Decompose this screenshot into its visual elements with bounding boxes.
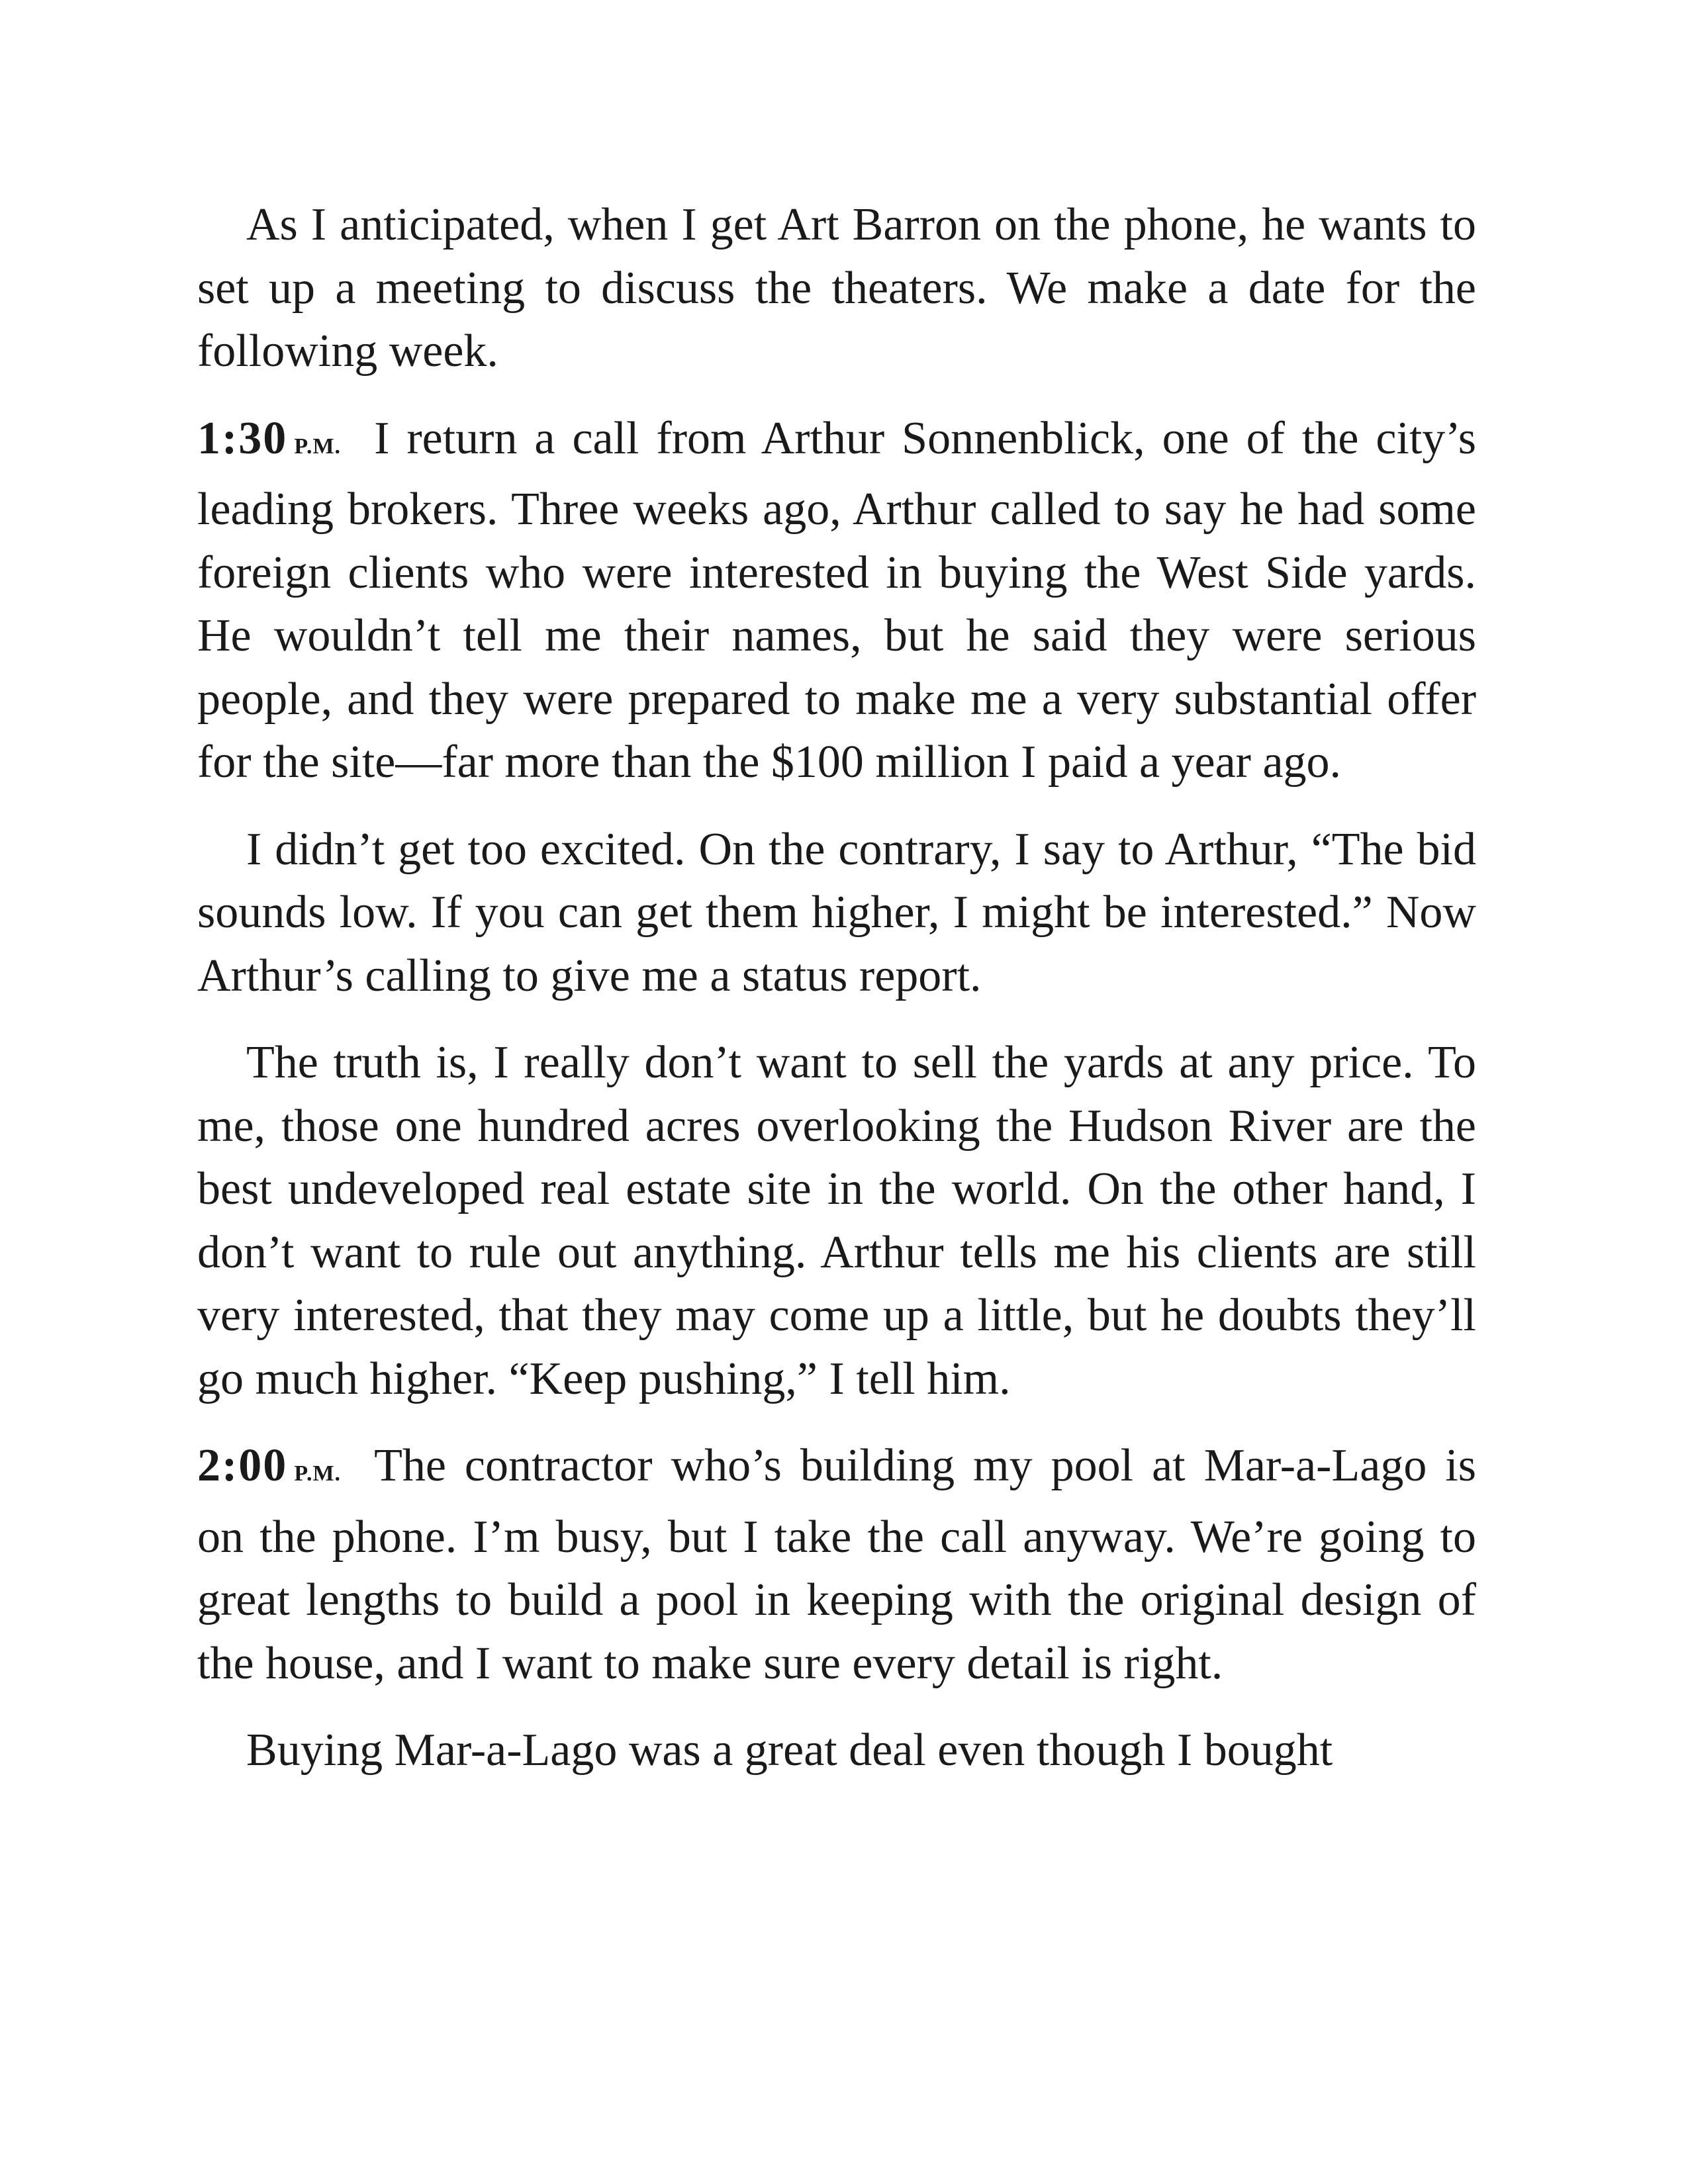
paragraph-truth-is	[197, 1031, 1476, 1410]
entry-ampm: P.M.	[294, 433, 342, 459]
paragraph-text: The truth is, I really don’t want to sell the yards at any price. To me, those one hundred acres overlooking the Hudson River are the best undeveloped real estate site in the world. On the other hand, I don’t want to rule out anything. Arthur tells me his clients are still very interested, that they may come up a little, but he doubts they’ll go much higher. “Keep pushing,” I tell him.	[197, 1037, 1476, 1404]
entry-time: 2:00	[197, 1440, 288, 1491]
entry-1-30-pm	[197, 407, 1476, 794]
entry-time: 1:30	[197, 412, 288, 464]
paragraph-text: Buying Mar-a-Lago was a great deal even though I bought	[246, 1725, 1333, 1776]
paragraph-art-barron	[197, 193, 1476, 383]
paragraph-text: As I anticipated, when I get Art Barron on the phone, he wants to set up a meeting to discuss the theaters. We make a date for the following week.	[197, 199, 1476, 377]
entry-2-00-pm	[197, 1434, 1476, 1695]
document-page	[197, 193, 1476, 1806]
paragraph-text: The contractor who’s building my pool at Mar-a-Lago is on the phone. I’m busy, but I take the call anyway. We’re going to great lengths to build a pool in keeping with the original design of the house, and I want to make sure every detail is right.	[197, 1440, 1476, 1689]
entry-ampm: P.M.	[294, 1461, 342, 1486]
paragraph-bid-sounds-low	[197, 818, 1476, 1008]
paragraph-text: I return a call from Arthur Sonnenblick, one of the city’s leading brokers. Three weeks ago, Arthur called to say he had some foreign clients who were interested in buying the West Side yards. He wouldn’t tell me their names, but he said they were serious people, and they were prepared to make me a very substantial offer for the site—far more than the $100 million I paid a year ago.	[197, 412, 1476, 788]
paragraph-buying-mar-a-lago	[197, 1719, 1476, 1782]
paragraph-text: I didn’t get too excited. On the contrary, I say to Arthur, “The bid sounds low. If you can get them higher, I might be interested.” Now Arthur’s calling to give me a status report.	[197, 823, 1476, 1001]
